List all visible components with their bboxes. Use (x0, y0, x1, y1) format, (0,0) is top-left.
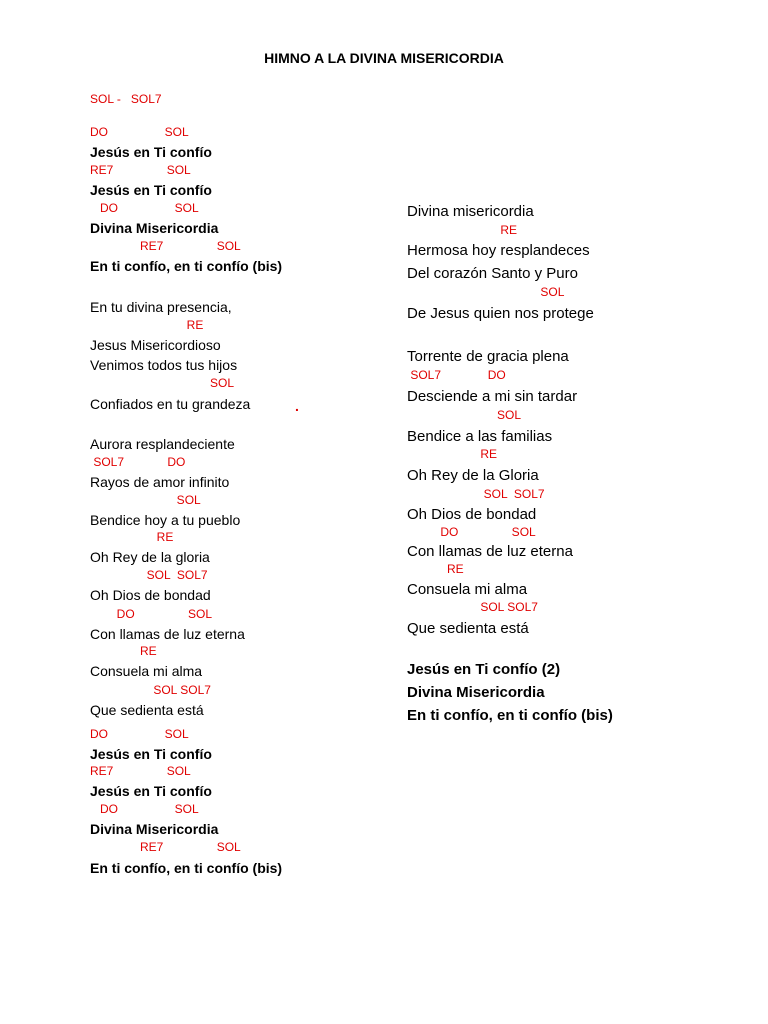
lyric-line: Desciende a mi sin tardar (407, 388, 578, 405)
chord-line: DO SOL (90, 201, 199, 215)
lyric-line: Oh Rey de la gloria (90, 549, 210, 565)
chord-line: SOL SOL7 (90, 568, 208, 582)
lyric-line: Torrente de gracia plena (407, 348, 569, 365)
lyric-line: De Jesus quien nos protege (407, 305, 594, 322)
chord-line: RE7 SOL (90, 239, 241, 253)
chord-line: SOL (90, 376, 235, 390)
lyric-line: En ti confío, en ti confío (bis) (90, 258, 283, 274)
lyric-line: Con llamas de luz eterna (407, 543, 573, 560)
lyric-line: Con llamas de luz eterna (90, 626, 245, 642)
lyric-line: Oh Dios de bondad (407, 506, 537, 523)
chord-line: RE7 SOL (90, 163, 191, 177)
lyric-line: Divina Misericordia (90, 220, 219, 236)
lyric-line: Confiados en tu grandeza (90, 396, 251, 412)
chord-line: SOL SOL7 (407, 600, 538, 614)
chord-line: DO SOL (90, 125, 189, 139)
lyric-line: Venimos todos tus hijos (90, 357, 238, 373)
chord-line: SOL SOL7 (90, 683, 211, 697)
lyric-line: Hermosa hoy resplandeces (407, 242, 590, 259)
chord-line: SOL (407, 408, 522, 422)
song-title: HIMNO A LA DIVINA MISERICORDIA (264, 50, 504, 66)
chord-line: SOL7 DO (407, 368, 506, 382)
chord-line: RE (90, 318, 204, 332)
lyric-line: Consuela mi alma (90, 663, 203, 679)
lyric-line: Rayos de amor infinito (90, 474, 230, 490)
chord-line: RE (90, 644, 157, 658)
lyric-line: Jesús en Ti confío (90, 182, 212, 198)
chord-line: DO SOL (90, 727, 189, 741)
lyric-line: Jesús en Ti confío (2) (407, 661, 561, 678)
chord-line: SOL (90, 493, 201, 507)
lyric-line: Jesus Misericordioso (90, 337, 221, 353)
lyric-line: Bendice a las familias (407, 428, 553, 445)
chord-line: DO SOL (90, 607, 213, 621)
lyric-line: Divina misericordia (407, 203, 534, 220)
lyric-line: Bendice hoy a tu pueblo (90, 512, 241, 528)
lyric-line: Que sedienta está (407, 620, 529, 637)
lyric-line: Oh Dios de bondad (90, 587, 211, 603)
lyric-line: En ti confío, en ti confío (bis) (90, 860, 283, 876)
chord-line: RE (407, 447, 498, 461)
lyric-line: Consuela mi alma (407, 581, 528, 598)
chord-line: SOL SOL7 (407, 487, 545, 501)
stray-mark: . (295, 398, 299, 414)
chord-line: DO SOL (90, 802, 199, 816)
chord-line: SOL7 DO (90, 455, 186, 469)
chord-line: RE (407, 223, 518, 237)
chord-line: RE7 SOL (90, 764, 191, 778)
lyric-line: En tu divina presencia, (90, 299, 232, 315)
chord-line: RE (407, 562, 464, 576)
chord-line: RE (90, 530, 174, 544)
lyric-line: Jesús en Ti confío (90, 746, 212, 762)
chord-line: SOL (407, 285, 565, 299)
lyric-line: Divina Misericordia (90, 821, 219, 837)
lyric-line: Jesús en Ti confío (90, 144, 212, 160)
chord-line: RE7 SOL (90, 840, 241, 854)
chord-line: SOL - SOL7 (90, 92, 162, 106)
lyric-line: En ti confío, en ti confío (bis) (407, 707, 613, 724)
lyric-line: Jesús en Ti confío (90, 783, 212, 799)
lyric-line: Del corazón Santo y Puro (407, 265, 578, 282)
lyric-line: Oh Rey de la Gloria (407, 467, 539, 484)
lyric-line: Divina Misericordia (407, 684, 545, 701)
lyric-line: Aurora resplandeciente (90, 436, 235, 452)
lyric-line: Que sedienta está (90, 702, 204, 718)
chord-line: DO SOL (407, 525, 536, 539)
